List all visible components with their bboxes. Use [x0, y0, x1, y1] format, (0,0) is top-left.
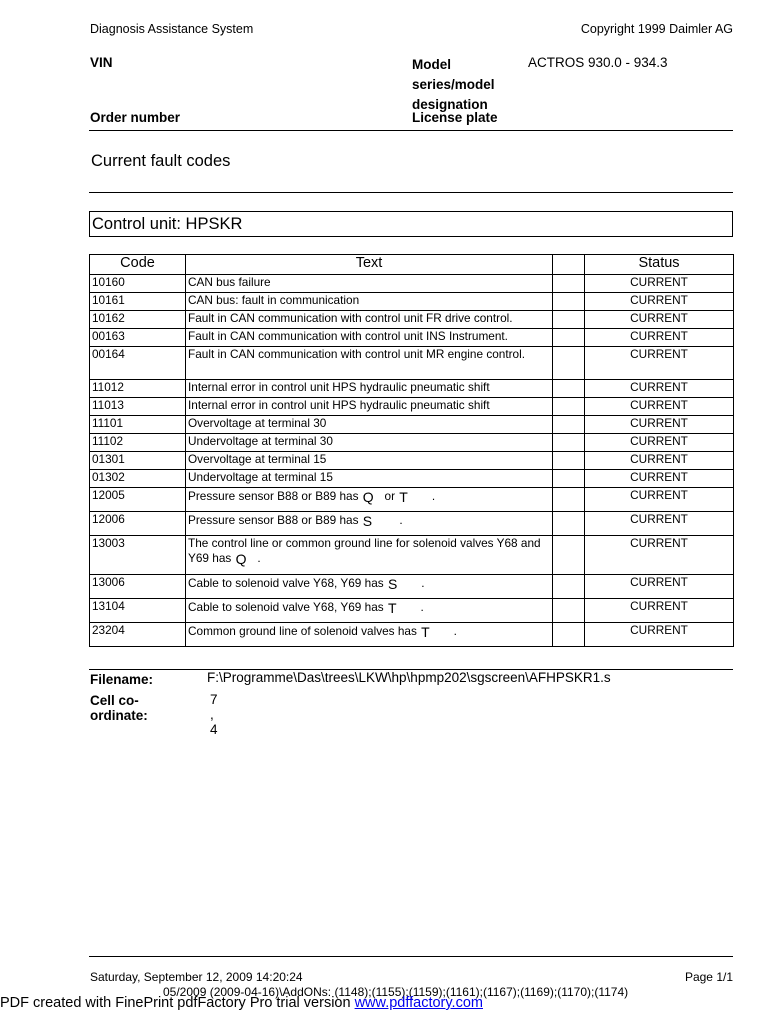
section-title: Current fault codes	[91, 152, 231, 170]
table-row: 01302 Undervoltage at terminal 15 CURRENT	[90, 470, 734, 488]
model-value: ACTROS 930.0 - 934.3	[528, 55, 668, 70]
page-number: Page 1/1	[684, 970, 733, 984]
table-row: 13006 Cable to solenoid valve Y68, Y69 has S . CURRENT	[90, 575, 734, 599]
table-row: 13003 The control line or common ground line for solenoid valves Y68 and Y69 has Q . CURRENT	[90, 536, 734, 575]
t-symbol: T	[421, 624, 430, 640]
col-header-code: Code	[90, 255, 186, 275]
col-header-blank	[553, 255, 585, 275]
q-symbol: Q	[362, 489, 374, 505]
s-symbol: S	[362, 513, 373, 529]
cell-coordinate-label: Cell co-ordinate:	[90, 693, 148, 723]
model-label: Model series/model designation	[412, 57, 495, 112]
filename-value: F:\Programme\Das\trees\LKW\hp\hpmp202\sgscreen\AFHPSKR1.s	[207, 670, 611, 685]
pdf-factory-banner	[0, 995, 483, 1011]
t-symbol: T	[387, 600, 397, 616]
table-row: 11101 Overvoltage at terminal 30 CURRENT	[90, 416, 734, 434]
table-row: 11012 Internal error in control unit HPS hydraulic pneumatic shift CURRENT	[90, 380, 734, 398]
col-header-status: Status	[585, 255, 734, 275]
col-header-text: Text	[186, 255, 553, 275]
table-row: 13104 Cable to solenoid valve Y68, Y69 has T . CURRENT	[90, 599, 734, 623]
order-number-label: Order number	[90, 110, 181, 125]
vin-label: VIN	[90, 55, 113, 70]
table-row: 10162 Fault in CAN communication with control unit FR drive control. CURRENT	[90, 311, 734, 329]
table-row: 23204 Common ground line of solenoid valves has T . CURRENT	[90, 623, 734, 647]
cell-coordinate-value: 7 , 4	[210, 692, 218, 737]
table-row: 11013 Internal error in control unit HPS hydraulic pneumatic shift CURRENT	[90, 398, 734, 416]
s-symbol: S	[387, 576, 398, 592]
control-unit-box	[89, 211, 733, 237]
pdf-factory-text: PDF created with FinePrint pdfFactory Pro trial version	[0, 995, 351, 1011]
fault-code-table	[89, 254, 734, 647]
t-symbol: T	[399, 489, 408, 505]
table-row: 10161 CAN bus: fault in communication CURRENT	[90, 293, 734, 311]
license-plate-label: License plate	[412, 110, 498, 125]
print-date: Saturday, September 12, 2009 14:20:24	[90, 970, 303, 984]
copyright: Copyright 1999 Daimler AG	[580, 22, 733, 36]
divider	[89, 956, 733, 957]
table-row: 10160 CAN bus failure CURRENT	[90, 275, 734, 293]
system-name: Diagnosis Assistance System	[90, 22, 254, 36]
table-row: 00164 Fault in CAN communication with control unit MR engine control. CURRENT	[90, 347, 734, 380]
table-row: 01301 Overvoltage at terminal 15 CURRENT	[90, 452, 734, 470]
q-symbol: Q	[235, 551, 247, 567]
table-header-row	[90, 255, 734, 275]
control-unit-label: Control unit: HPSKR	[92, 215, 243, 233]
divider	[89, 192, 733, 193]
addons-line: 05/2009 (2009-04-16)\AddONs: (1148);(1155);(1159);(1161);(1167);(1169);(1170);(1174)	[163, 985, 629, 999]
table-row: 00163 Fault in CAN communication with control unit INS Instrument. CURRENT	[90, 329, 734, 347]
table-row: 12006 Pressure sensor B88 or B89 has S . CURRENT	[90, 512, 734, 536]
table-row: 12005 Pressure sensor B88 or B89 has Q or T . CURRENT	[90, 488, 734, 512]
pdf-factory-link[interactable]: www.pdffactory.com	[354, 995, 483, 1011]
filename-label: Filename:	[90, 672, 154, 687]
divider	[89, 130, 733, 131]
table-row: 11102 Undervoltage at terminal 30 CURRENT	[90, 434, 734, 452]
